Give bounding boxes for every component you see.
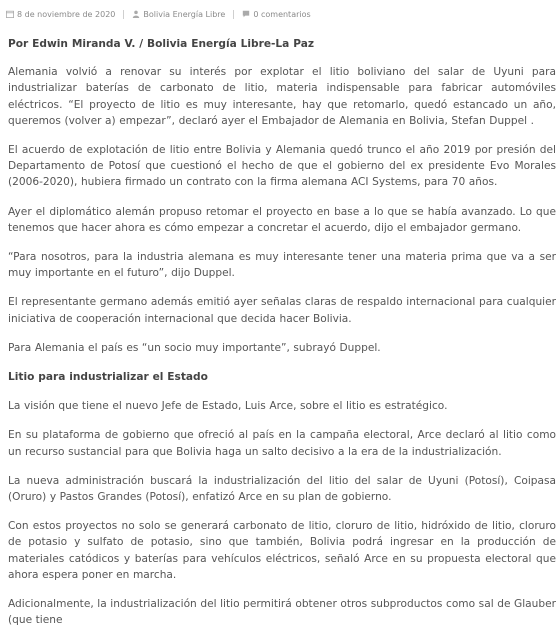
article-paragraph: El representante germano además emitió ayer señalas claras de respaldo internacional para cualquier iniciativa de cooperación internacional que decida hacer Bolivia.	[8, 296, 556, 325]
article-paragraph: Adicionalmente, la industrialización del litio permitirá obtener otros subproductos como sal de Glauber (que tiene	[8, 598, 556, 627]
article-paragraph: Alemania volvió a renovar su interés por explotar el litio boliviano del salar de Uyuni para industrializar baterías de carbonato de litio, materia indispensable para fabricar automóviles eléctricos. “El proyecto de litio es muy interesante, hay que retomarlo, quedó estancado un año, queremos (volver a) empezar”, declaró ayer el Embajador de Alemania en Bolivia, Stefan Duppel .	[8, 66, 556, 127]
article-paragraph: Para Alemania el país es “un socio muy importante”, subrayó Duppel.	[8, 341, 381, 354]
post-date-text: 8 de noviembre de 2020	[17, 9, 116, 19]
article-paragraph: El acuerdo de explotación de litio entre Bolivia y Alemania quedó trunco el año 2019 por presión del Departamento de Potosí que cuestionó el hecho de que el gobierno del ex presidente Evo Morales (2006-2020), hubiera firmado un contrato con la firma alemana ACI Systems, para 70 años.	[8, 144, 556, 189]
user-icon	[132, 10, 140, 18]
post-comments[interactable]	[242, 10, 310, 19]
article-subheading: Litio para industrializar el Estado	[8, 371, 208, 384]
post-author-text[interactable]: Bolivia Energía Libre	[143, 9, 226, 19]
post-meta	[6, 6, 554, 22]
calendar-icon	[6, 10, 14, 18]
meta-divider	[123, 10, 124, 19]
post-author[interactable]	[132, 10, 225, 19]
comment-icon	[242, 10, 250, 18]
article-paragraph: Ayer el diplomático alemán propuso retomar el proyecto en base a lo que se había avanzado. Lo que tenemos que hacer ahora es cómo empezar a concretar el acuerdo, dijo el embajador germano.	[8, 205, 556, 234]
article-paragraph: La nueva administración buscará la industrialización del litio del salar de Uyuni (Potosí), Coipasa (Oruro) y Pastos Grandes (Potosí), enfatizó Arce en su plan de gobierno.	[8, 474, 556, 504]
article-paragraph: Con estos proyectos no solo se generará carbonato de litio, cloruro de litio, hidróxido de litio, cloruro de potasio y sulfato de potasio, sino que también, Bolivia podrá ingresar en la producción de materiales catódicos y baterías para vehículos eléctricos, señaló Arce en su propuesta electoral que ahora espera poner en marcha.	[8, 520, 556, 581]
post-comments-text[interactable]: 0 comentarios	[253, 9, 311, 19]
article-paragraph: La visión que tiene el nuevo Jefe de Estado, Luis Arce, sobre el litio es estratégico.	[8, 400, 448, 413]
article-byline: Por Edwin Miranda V. / Bolivia Energía Libre-La Paz	[8, 38, 315, 50]
meta-divider	[233, 10, 234, 19]
post-date	[6, 10, 115, 19]
article-paragraph: En su plataforma de gobierno que ofreció al país en la campaña electoral, Arce declaró al litio como un recurso sustancial para que Bolivia haga un salto decisivo a la era de la industrialización.	[8, 429, 556, 458]
article-paragraph: “Para nosotros, para la industria alemana es muy interesante tener una materia prima que va a ser muy importante en el futuro”, dijo Duppel.	[8, 251, 556, 280]
article-body	[8, 36, 556, 628]
